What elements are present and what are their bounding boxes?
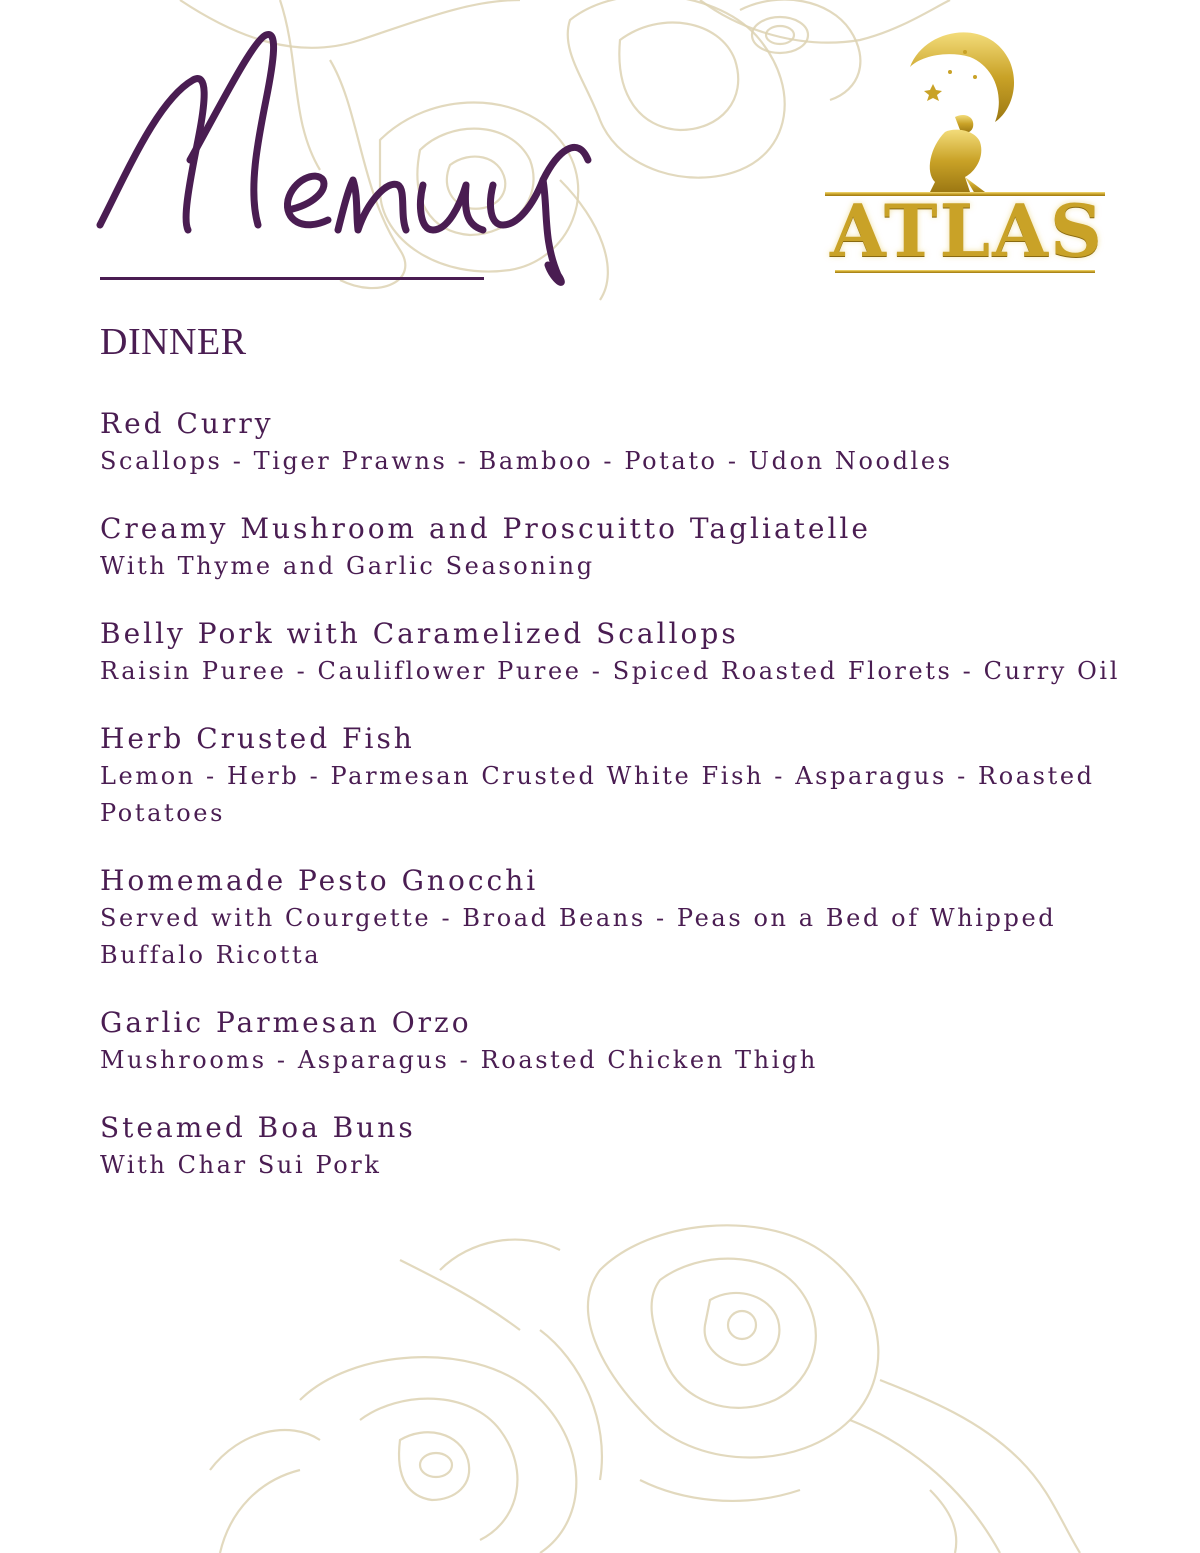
menu-item-name: Herb Crusted Fish xyxy=(100,722,415,755)
menu-item xyxy=(100,405,1120,480)
menu-item xyxy=(100,1109,1120,1184)
menu-item xyxy=(100,862,1120,974)
menu-item-name: Steamed Boa Buns xyxy=(100,1111,416,1144)
menu-item xyxy=(100,1004,1120,1079)
menu-item-description: Mushrooms - Asparagus - Roasted Chicken Thigh xyxy=(100,1046,818,1074)
menu-item-description: With Char Sui Pork xyxy=(100,1151,382,1179)
menu-item-description: With Thyme and Garlic Seasoning xyxy=(100,552,595,580)
menu-item-name: Belly Pork with Caramelized Scallops xyxy=(100,617,739,650)
menu-script-title xyxy=(88,20,608,290)
menu-items-list xyxy=(100,405,1120,1214)
menu-item xyxy=(100,615,1120,690)
menu-item-name: Homemade Pesto Gnocchi xyxy=(100,864,539,897)
menu-item-name: Red Curry xyxy=(100,407,274,440)
menu-item-description: Lemon - Herb - Parmesan Crusted White Fish - Asparagus - Roasted Potatoes xyxy=(100,762,1095,827)
atlas-brand-name: ATLAS xyxy=(830,188,1104,273)
title-underline xyxy=(100,277,484,280)
kneeling-figure-icon xyxy=(930,115,985,194)
menu-item xyxy=(100,720,1120,832)
crescent-moon-icon xyxy=(910,32,1014,122)
rose-outline-bottom xyxy=(210,1225,1080,1553)
section-title-dinner: DINNER xyxy=(100,321,247,363)
menu-item-description: Served with Courgette - Broad Beans - Peas on a Bed of Whipped Buffalo Ricotta xyxy=(100,904,1057,969)
menu-item-name: Creamy Mushroom and Proscuitto Tagliatelle xyxy=(100,512,871,545)
menu-item-description: Raisin Puree - Cauliflower Puree - Spiced Roasted Florets - Curry Oil xyxy=(100,657,1120,685)
menu-item xyxy=(100,510,1120,585)
menu-item-description: Scallops - Tiger Prawns - Bamboo - Potato - Udon Noodles xyxy=(100,447,953,475)
menu-item-name: Garlic Parmesan Orzo xyxy=(100,1006,472,1039)
